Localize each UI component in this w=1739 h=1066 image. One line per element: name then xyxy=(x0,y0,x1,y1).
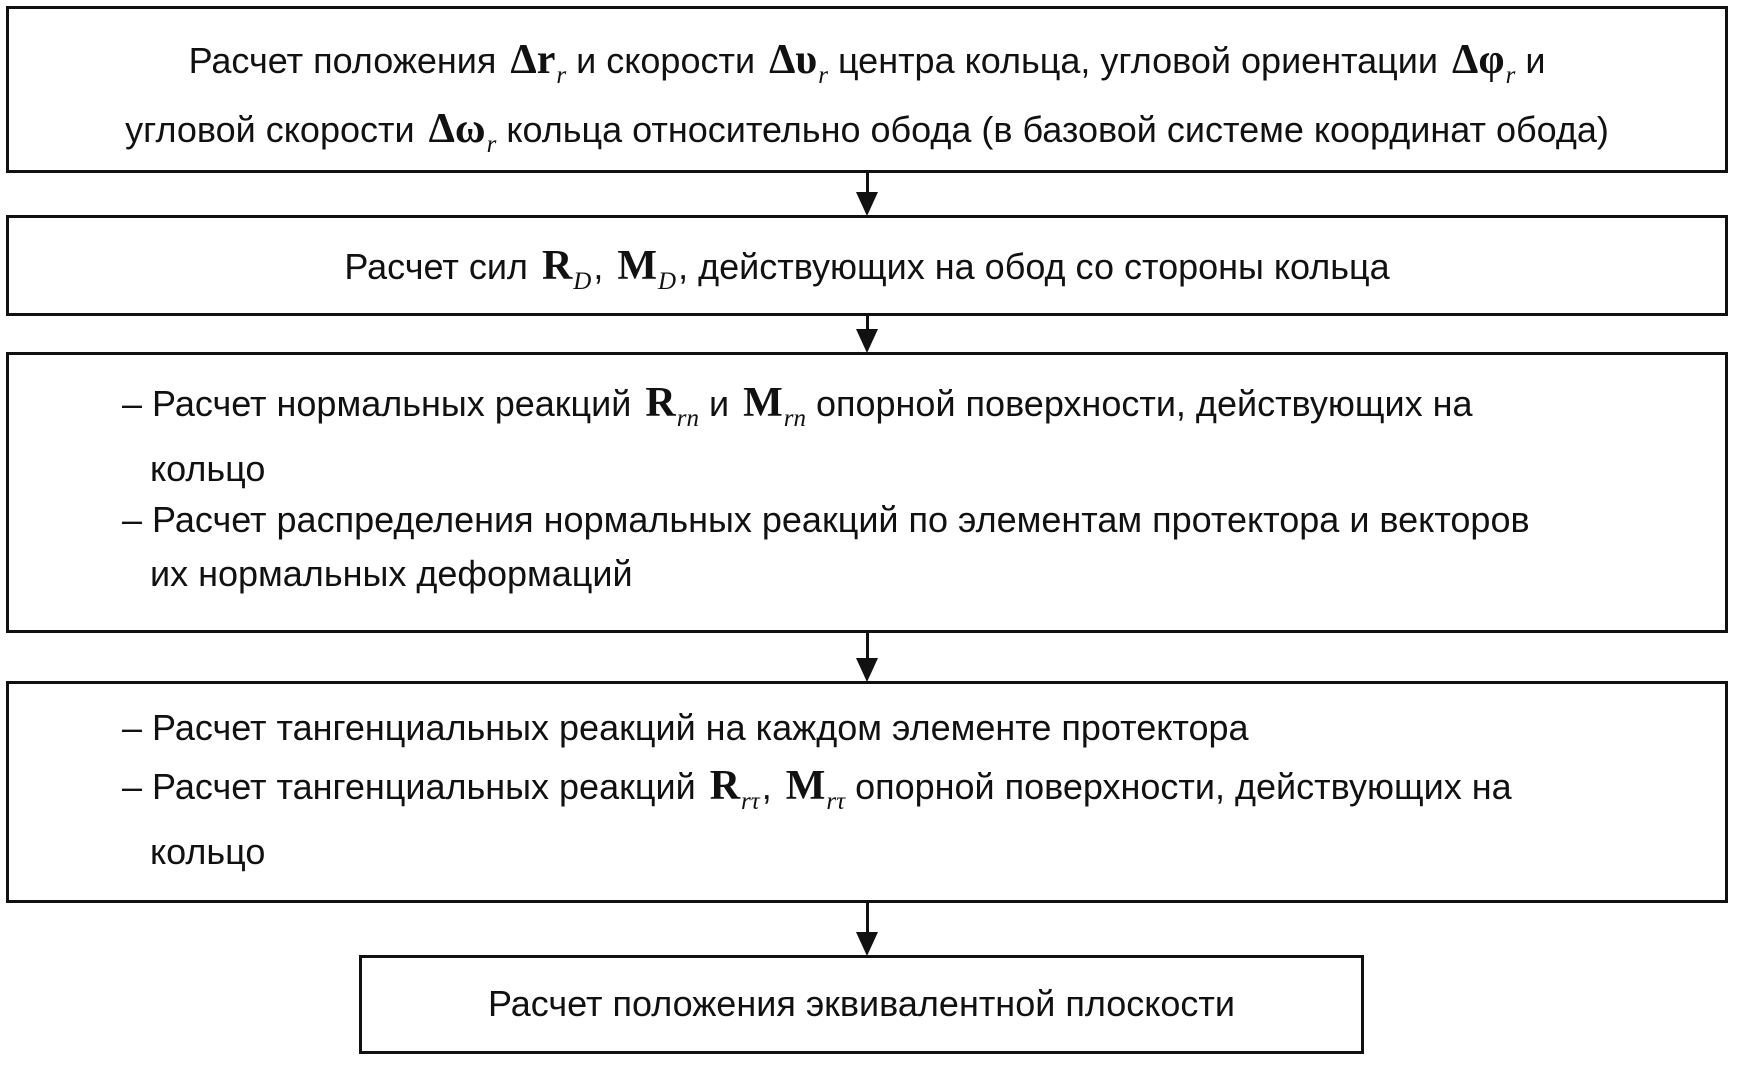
step-1-line-1 xyxy=(9,38,1725,98)
symbol-R-rtau-main: R xyxy=(709,763,741,809)
symbol-delta-omega-sub: r xyxy=(486,131,497,158)
step-5-text: Расчет положения эквивалентной плоскости xyxy=(487,983,1236,1024)
symbol-delta-r-sub: r xyxy=(556,62,567,89)
flow-arrow-1 xyxy=(855,173,879,216)
symbol-M-D-main: M xyxy=(617,243,658,289)
step-box-tangential-reactions xyxy=(6,681,1728,903)
step-3-item-1-line-2 xyxy=(150,447,265,491)
symbol-M-rn xyxy=(743,381,806,441)
symbol-delta-v xyxy=(769,38,828,98)
step-1-text-e: угловой скорости xyxy=(125,109,415,150)
symbol-R-rtau xyxy=(710,764,760,824)
symbol-delta-v-sub: r xyxy=(818,62,828,89)
symbol-M-D xyxy=(617,244,676,304)
step-1-text-b: и скорости xyxy=(576,40,756,81)
step-4-comma: , xyxy=(761,766,772,807)
step-1-text-d: и xyxy=(1525,40,1546,81)
symbol-R-rn-main: R xyxy=(645,380,676,426)
step-box-rim-forces xyxy=(6,215,1728,316)
step-4-item-2-line-1 xyxy=(122,764,1512,824)
step-3-item-1-text-a: – Расчет нормальных реакций xyxy=(122,383,632,424)
flow-arrow-1-head xyxy=(856,192,878,216)
flow-arrow-3 xyxy=(855,633,879,682)
flow-arrow-4 xyxy=(855,903,879,956)
symbol-delta-r-main: Δr xyxy=(510,37,556,83)
step-3-item-2-line-2 xyxy=(150,552,633,596)
step-4-item-1-line-1 xyxy=(122,706,1249,750)
step-2-text-b: , действующих на обод со стороны кольца xyxy=(678,246,1390,287)
step-4-item-2-text-a: – Расчет тангенциальных реакций xyxy=(122,766,696,807)
symbol-R-D xyxy=(542,244,591,304)
step-box-normal-reactions xyxy=(6,352,1728,633)
symbol-delta-omega xyxy=(429,107,497,167)
step-box-ring-kinematics xyxy=(6,6,1728,173)
step-2-text-a: Расчет сил xyxy=(344,246,528,287)
symbol-delta-phi xyxy=(1452,38,1515,98)
flow-arrow-4-shaft xyxy=(866,903,869,935)
symbol-M-rn-main: M xyxy=(743,380,783,426)
symbol-M-rtau-sub: rτ xyxy=(826,788,846,815)
step-1-text-f: кольца относительно обода (в базовой системе координат обода) xyxy=(506,109,1609,150)
symbol-M-rn-sub: rn xyxy=(783,405,806,432)
flow-arrow-4-head xyxy=(856,932,878,956)
step-3-item-2-text-2: их нормальных деформаций xyxy=(150,553,633,594)
step-4-item-2-text-b: опорной поверхности, действующих на xyxy=(855,766,1512,807)
step-3-item-2-line-1 xyxy=(122,498,1530,542)
step-3-item-1-text-c: опорной поверхности, действующих на xyxy=(815,383,1473,424)
step-2-comma: , xyxy=(593,246,604,287)
symbol-R-rtau-sub: rτ xyxy=(741,788,760,815)
step-5-line-1 xyxy=(362,982,1361,1026)
symbol-delta-omega-main: Δω xyxy=(428,106,486,152)
symbol-M-rtau-main: M xyxy=(785,763,826,809)
flow-arrow-3-head xyxy=(856,658,878,682)
step-3-item-1-continuation: кольцо xyxy=(150,448,266,489)
symbol-delta-v-main: Δυ xyxy=(769,37,818,83)
step-4-item-2-continuation: кольцо xyxy=(150,831,266,872)
symbol-R-D-sub: D xyxy=(573,268,592,295)
step-3-item-1-line-1 xyxy=(122,381,1473,441)
step-1-text-c: центра кольца, угловой ориентации xyxy=(837,40,1439,81)
flow-arrow-2 xyxy=(855,316,879,353)
symbol-delta-phi-sub: r xyxy=(1505,62,1516,89)
symbol-delta-phi-main: Δφ xyxy=(1452,37,1505,83)
step-box-equivalent-plane xyxy=(359,955,1364,1054)
flow-arrow-3-shaft xyxy=(866,633,869,661)
step-2-line-1 xyxy=(9,244,1725,304)
symbol-M-rtau xyxy=(786,764,845,824)
step-3-item-1-text-b: и xyxy=(708,383,730,424)
flow-arrow-2-head xyxy=(856,329,878,353)
step-4-item-1-text: – Расчет тангенциальных реакций на каждом элементе протектора xyxy=(122,707,1249,748)
symbol-delta-r xyxy=(510,38,566,98)
symbol-R-rn-sub: rn xyxy=(676,405,699,432)
step-1-text-a: Расчет положения xyxy=(188,40,497,81)
step-3-item-2-text-1: – Расчет распределения нормальных реакций по элементам протектора и векторов xyxy=(122,499,1530,540)
symbol-M-D-sub: D xyxy=(658,268,677,295)
symbol-R-D-main: R xyxy=(541,243,573,289)
step-4-item-2-line-2 xyxy=(150,830,265,874)
step-1-line-2 xyxy=(9,107,1725,167)
symbol-R-rn xyxy=(645,381,699,441)
